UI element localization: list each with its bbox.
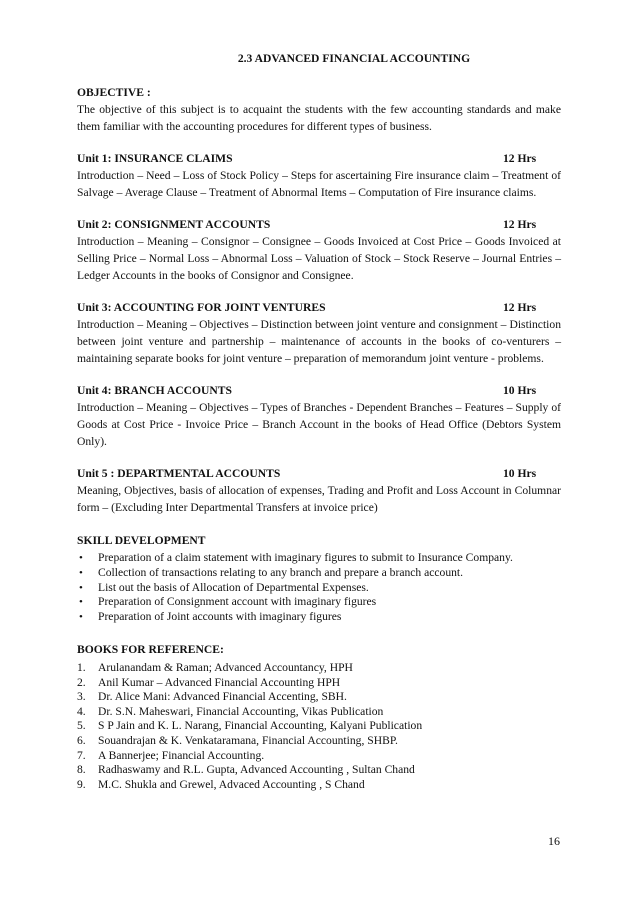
skill-item: • Preparation of Joint accounts with imaginary figures — [77, 610, 561, 625]
book-item — [77, 661, 561, 676]
book-item — [77, 719, 561, 734]
book-item — [77, 734, 561, 749]
book-item — [77, 778, 561, 793]
book-text: A Bannerjee; Financial Accounting. — [98, 748, 265, 762]
book-number: 1. — [77, 660, 86, 674]
book-number: 2. — [77, 675, 86, 689]
skill-development-heading: SKILL DEVELOPMENT — [77, 534, 206, 547]
book-number: 7. — [77, 748, 86, 762]
book-text: Dr. Alice Mani: Advanced Financial Accenting, SBH. — [98, 690, 347, 704]
skill-item: • Preparation of a claim statement with imaginary figures to submit to Insurance Company. — [77, 551, 561, 566]
skill-item: • Preparation of Consignment account with imaginary figures — [77, 595, 561, 610]
objective-heading: OBJECTIVE : — [77, 86, 151, 99]
unit-description: Introduction – Meaning – Objectives – Types of Branches - Dependent Branches – Features – Supply of Goods at Cost Price - Invoice Price – Branch Account in the books of Head Office (Debtors System Only). — [77, 401, 561, 448]
unit-4 — [77, 382, 561, 450]
unit-hours: 12 Hrs — [503, 152, 537, 165]
book-number: 4. — [77, 704, 86, 718]
book-item — [77, 690, 561, 705]
page-title: 2.3 ADVANCED FINANCIAL ACCOUNTING — [237, 52, 471, 65]
books-section — [77, 641, 561, 792]
document-page — [77, 52, 561, 792]
unit-title: Unit 2: CONSIGNMENT ACCOUNTS — [77, 218, 271, 231]
unit-heading — [77, 299, 561, 316]
skill-development-section — [77, 532, 561, 625]
book-number: 3. — [77, 690, 86, 704]
book-number: 9. — [77, 777, 86, 791]
skill-item: • Collection of transactions relating to any branch and prepare a branch account. — [77, 566, 561, 581]
unit-title: Unit 3: ACCOUNTING FOR JOINT VENTURES — [77, 301, 326, 314]
books-list — [77, 661, 561, 792]
skill-item: • List out the basis of Allocation of Departmental Expenses. — [77, 581, 561, 596]
book-number: 8. — [77, 763, 86, 777]
unit-title: Unit 4: BRANCH ACCOUNTS — [77, 384, 232, 397]
book-text: Radhaswamy and R.L. Gupta, Advanced Accounting , Sultan Chand — [98, 763, 415, 777]
book-text: Dr. S.N. Maheswari, Financial Accounting, Vikas Publication — [98, 704, 384, 718]
unit-description: Meaning, Objectives, basis of allocation of expenses, Trading and Profit and Loss Account in Columnar form – (Excluding Inter Departmental Transfers at invoice price) — [77, 484, 561, 514]
book-text: S P Jain and K. L. Narang, Financial Accounting, Kalyani Publication — [98, 719, 423, 733]
skill-list — [77, 551, 561, 625]
books-heading: BOOKS FOR REFERENCE: — [77, 642, 224, 656]
unit-hours: 10 Hrs — [503, 384, 537, 397]
page-number: 16 — [548, 834, 560, 848]
unit-2 — [77, 216, 561, 284]
book-text: Anil Kumar – Advanced Financial Accounting HPH — [98, 675, 341, 689]
unit-heading — [77, 382, 561, 399]
unit-description: Introduction – Meaning – Objectives – Distinction between joint venture and consignment – Distinction between joint venture and partnership – maintenance of accounts in the books of co-venturers – maintaining separate books for joint venture – preparation of memorandum joint venture - problems. — [77, 318, 561, 365]
book-item — [77, 763, 561, 778]
unit-description: Introduction – Need – Loss of Stock Policy – Steps for ascertaining Fire insurance claim – Treatment of Salvage – Average Clause – Treatment of Abnormal Items – Computation of Fire insurance claims. — [77, 169, 561, 199]
unit-heading — [77, 216, 561, 233]
unit-hours: 10 Hrs — [503, 467, 537, 480]
unit-5 — [77, 465, 561, 516]
unit-hours: 12 Hrs — [503, 301, 537, 314]
unit-heading — [77, 465, 561, 482]
book-item — [77, 705, 561, 720]
unit-heading — [77, 150, 561, 167]
book-number: 6. — [77, 733, 86, 747]
unit-1 — [77, 150, 561, 201]
unit-hours: 12 Hrs — [503, 218, 537, 231]
book-item — [77, 749, 561, 764]
book-number: 5. — [77, 719, 86, 733]
unit-description: Introduction – Meaning – Consignor – Consignee – Goods Invoiced at Cost Price – Goods Invoiced at Selling Price – Normal Loss – Abnormal Loss – Valuation of Stock – Stock Reserve – Journal Entries – Ledger Accounts in the books of Consignor and Consignee. — [77, 235, 561, 282]
book-text: Arulanandam & Raman; Advanced Accountancy, HPH — [98, 660, 353, 674]
objective-section — [77, 84, 561, 135]
book-item — [77, 676, 561, 691]
book-text: M.C. Shukla and Grewel, Advaced Accounting , S Chand — [98, 777, 365, 791]
unit-3 — [77, 299, 561, 367]
objective-text: The objective of this subject is to acquaint the students with the few accounting standards and make them familiar with the accounting procedures for different types of business. — [77, 103, 561, 133]
book-text: Souandrajan & K. Venkataramana, Financial Accounting, SHBP. — [98, 733, 398, 747]
unit-title: Unit 5 : DEPARTMENTAL ACCOUNTS — [77, 467, 281, 480]
unit-title: Unit 1: INSURANCE CLAIMS — [77, 152, 233, 165]
